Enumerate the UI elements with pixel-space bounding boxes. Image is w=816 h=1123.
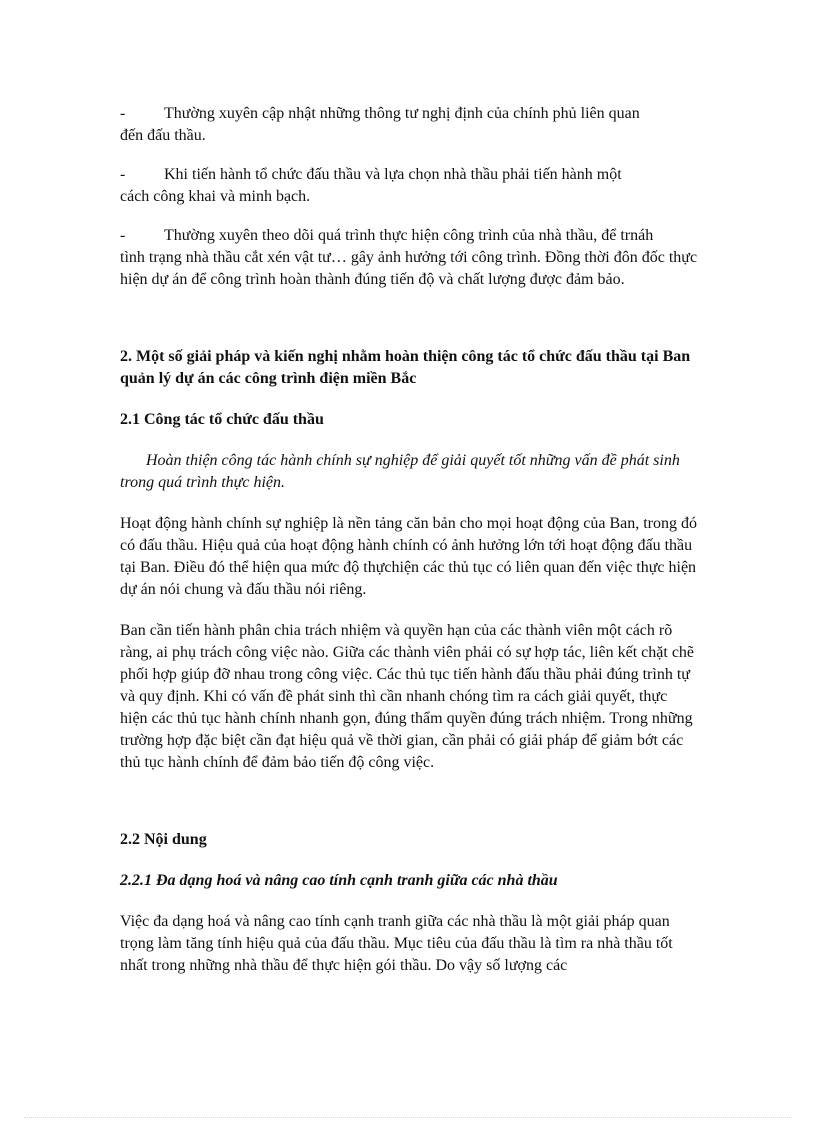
bullet-item [120,164,698,208]
bullet-first-line: Khi tiến hành tổ chức đấu thầu và lựa chọn nhà thầu phải tiến hành một [164,166,622,183]
italic-lead-paragraph: Hoàn thiện công tác hành chính sự nghiệp để giải quyết tốt những vấn đề phát sinh trong quá trình thực hiện. [120,452,680,491]
bullet-continuation: cách công khai và minh bạch. [120,188,311,205]
body-paragraph: Hoạt động hành chính sự nghiệp là nền tảng căn bản cho mọi hoạt động của Ban, trong đó có đấu thầu. Hiệu quả của hoạt động hành chính có ảnh hưởng lớn tới hoạt động đấu thầu tại Ban. Điều đó thể hiện qua mức độ thựchiện các thủ tục có liên quan đến việc thực hiện dự án nói chung và đấu thầu nói riêng. [120,515,697,598]
section-heading: 2. Một số giải pháp và kiến nghị nhằm hoàn thiện công tác tổ chức đấu thầu tại Ban quản lý dự án các công trình điện miền Bắc [120,348,691,387]
bullet-continuation: tình trạng nhà thầu cắt xén vật tư… gây ảnh hưởng tới công trình. Đồng thời đôn đốc thực hiện dự án để công trình hoàn thành đúng tiến độ và chất lượng được đảm bảo. [120,249,698,288]
sub-subsection-heading: 2.2.1 Đa dạng hoá và nâng cao tính cạnh tranh giữa các nhà thầu [120,872,558,889]
bullet-dash: - [120,105,126,122]
bullet-continuation: đến đấu thầu. [120,127,206,144]
bullet-first-line: Thường xuyên theo dõi quá trình thực hiện công trình của nhà thầu, để trnáh [164,227,654,244]
subsection-heading: 2.1 Công tác tổ chức đấu thầu [120,411,324,428]
page-bottom-border [24,1117,792,1118]
subsection-heading: 2.2 Nội dung [120,831,207,848]
document-page [120,103,698,996]
bullet-item [120,225,698,291]
bullet-dash: - [120,166,126,183]
body-paragraph: Việc đa dạng hoá và nâng cao tính cạnh tranh giữa các nhà thầu là một giải pháp quan trọng làm tăng tính hiệu quả của đấu thầu. Mục tiêu của đấu thầu là tìm ra nhà thầu tốt nhất trong những nhà thầu để thực hiện gói thầu. Do vậy số lượng các [120,913,673,974]
spacer [120,793,698,829]
bullet-dash: - [120,227,126,244]
bullet-item [120,103,698,147]
bullet-first-line: Thường xuyên cập nhật những thông tư nghị định của chính phủ liên quan [164,105,640,122]
body-paragraph: Ban cần tiến hành phân chia trách nhiệm và quyền hạn của các thành viên một cách rõ ràng, ai phụ trách công việc nào. Giữa các thành viên phải có sự hợp tác, liên kết chặt chẽ phối hợp giúp đỡ nhau trong công việc. Các thủ tục tiến hành đấu thầu phải đúng trình tự và quy định. Khi có vấn đề phát sinh thì cần nhanh chóng tìm ra cách giải quyết, thực hiện các thủ tục hành chính nhanh gọn, đúng thẩm quyền đúng trách nhiệm. Trong những trường hợp đặc biệt cần đạt hiệu quả về thời gian, cần phải có giải pháp để giảm bớt các thủ tục hành chính để đảm bảo tiến độ công việc. [120,622,695,771]
spacer [120,308,698,346]
